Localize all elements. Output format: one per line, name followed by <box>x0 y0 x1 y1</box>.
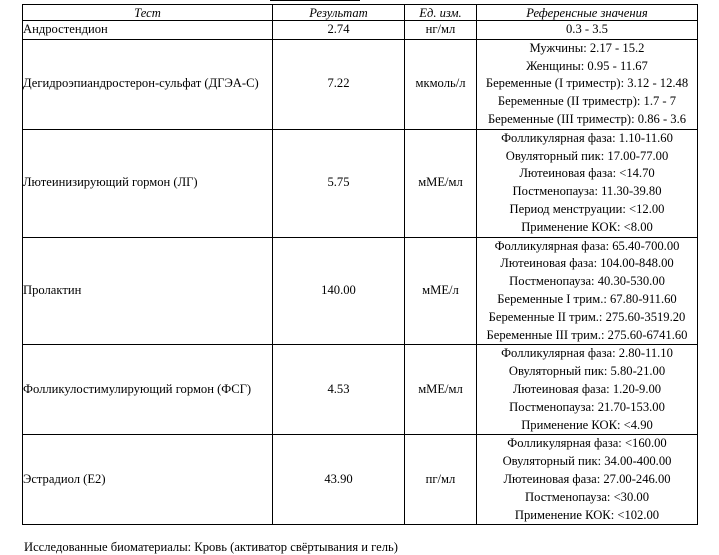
table-row <box>23 345 698 435</box>
result-cell: 43.90 <box>273 435 405 525</box>
result-cell: 140.00 <box>273 237 405 345</box>
reference-cell <box>477 435 698 525</box>
reference-line: Лютеиновая фаза: 27.00-246.00 <box>503 471 671 486</box>
test-name-cell: Дегидроэпиандростерон-сульфат (ДГЭА-С) <box>23 39 273 129</box>
reference-line: Фолликулярная фаза: <160.00 <box>507 436 667 451</box>
reference-line: Беременные II трим.: 275.60-3519.20 <box>488 309 686 324</box>
reference-line: Лютеиновая фаза: 1.20-9.00 <box>512 381 662 396</box>
table-header-row <box>23 5 698 21</box>
unit-cell: пг/мл <box>405 435 477 525</box>
test-name-cell: Андростендион <box>23 21 273 40</box>
header-unit: Ед. изм. <box>405 5 477 21</box>
unit-cell: мМЕ/мл <box>405 345 477 435</box>
reference-line: Постменопауза: 11.30-39.80 <box>512 184 662 199</box>
unit-cell: мкмоль/л <box>405 39 477 129</box>
reference-cell <box>477 39 698 129</box>
table-row <box>23 237 698 345</box>
test-name-cell: Пролактин <box>23 237 273 345</box>
header-test: Тест <box>23 5 273 21</box>
reference-line: Беременные I трим.: 67.80-911.60 <box>497 291 677 306</box>
reference-line: Беременные III трим.: 275.60-6741.60 <box>486 327 688 342</box>
lab-results-table <box>22 4 698 525</box>
header-result: Результат <box>273 5 405 21</box>
reference-line: Применение КОК: <102.00 <box>514 507 660 522</box>
reference-line: Беременные (II триместр): 1.7 - 7 <box>497 94 677 109</box>
table-row <box>23 39 698 129</box>
reference-line: Постменопауза: 40.30-530.00 <box>509 274 665 289</box>
reference-line: Фолликулярная фаза: 2.80-11.10 <box>501 346 673 361</box>
result-cell: 2.74 <box>273 21 405 40</box>
reference-line: Фолликулярная фаза: 1.10-11.60 <box>501 130 673 145</box>
table-row <box>23 435 698 525</box>
table-row <box>23 21 698 40</box>
test-name-cell: Эстрадиол (E2) <box>23 435 273 525</box>
unit-cell: мМЕ/л <box>405 237 477 345</box>
unit-cell: мМЕ/мл <box>405 129 477 237</box>
reference-line: Применение КОК: <4.90 <box>521 417 653 432</box>
reference-line: Лютеиновая фаза: <14.70 <box>519 166 655 181</box>
reference-cell <box>477 345 698 435</box>
reference-cell <box>477 237 698 345</box>
test-name-cell: Фолликулостимулирующий гормон (ФСГ) <box>23 345 273 435</box>
reference-line: Лютеиновая фаза: 104.00-848.00 <box>500 256 674 271</box>
reference-cell <box>477 21 698 40</box>
reference-line: Мужчины: 2.17 - 15.2 <box>529 40 645 55</box>
header-reference: Референсные значения <box>477 5 698 21</box>
reference-line: 0.3 - 3.5 <box>566 22 608 36</box>
reference-line: Овуляторный пик: 17.00-77.00 <box>505 148 669 163</box>
top-rule <box>270 0 360 1</box>
test-name-cell: Лютеинизирующий гормон (ЛГ) <box>23 129 273 237</box>
reference-cell <box>477 129 698 237</box>
result-cell: 5.75 <box>273 129 405 237</box>
reference-line: Постменопауза: 21.70-153.00 <box>509 399 665 414</box>
result-cell: 7.22 <box>273 39 405 129</box>
reference-line: Овуляторный пик: 34.00-400.00 <box>502 454 672 469</box>
result-cell: 4.53 <box>273 345 405 435</box>
reference-line: Женщины: 0.95 - 11.67 <box>526 58 648 73</box>
reference-line: Фолликулярная фаза: 65.40-700.00 <box>494 238 680 253</box>
unit-cell: нг/мл <box>405 21 477 40</box>
table-row <box>23 129 698 237</box>
footer-biomaterial: Исследованные биоматериалы: Кровь (активатор свёртывания и гель) <box>24 540 398 554</box>
reference-line: Постменопауза: <30.00 <box>524 489 650 504</box>
reference-line: Овуляторный пик: 5.80-21.00 <box>508 364 666 379</box>
reference-line: Беременные (I триместр): 3.12 - 12.48 <box>485 76 689 91</box>
reference-line: Применение КОК: <8.00 <box>521 219 653 234</box>
reference-line: Беременные (III триместр): 0.86 - 3.6 <box>487 111 687 126</box>
reference-line: Период менструации: <12.00 <box>509 201 665 216</box>
